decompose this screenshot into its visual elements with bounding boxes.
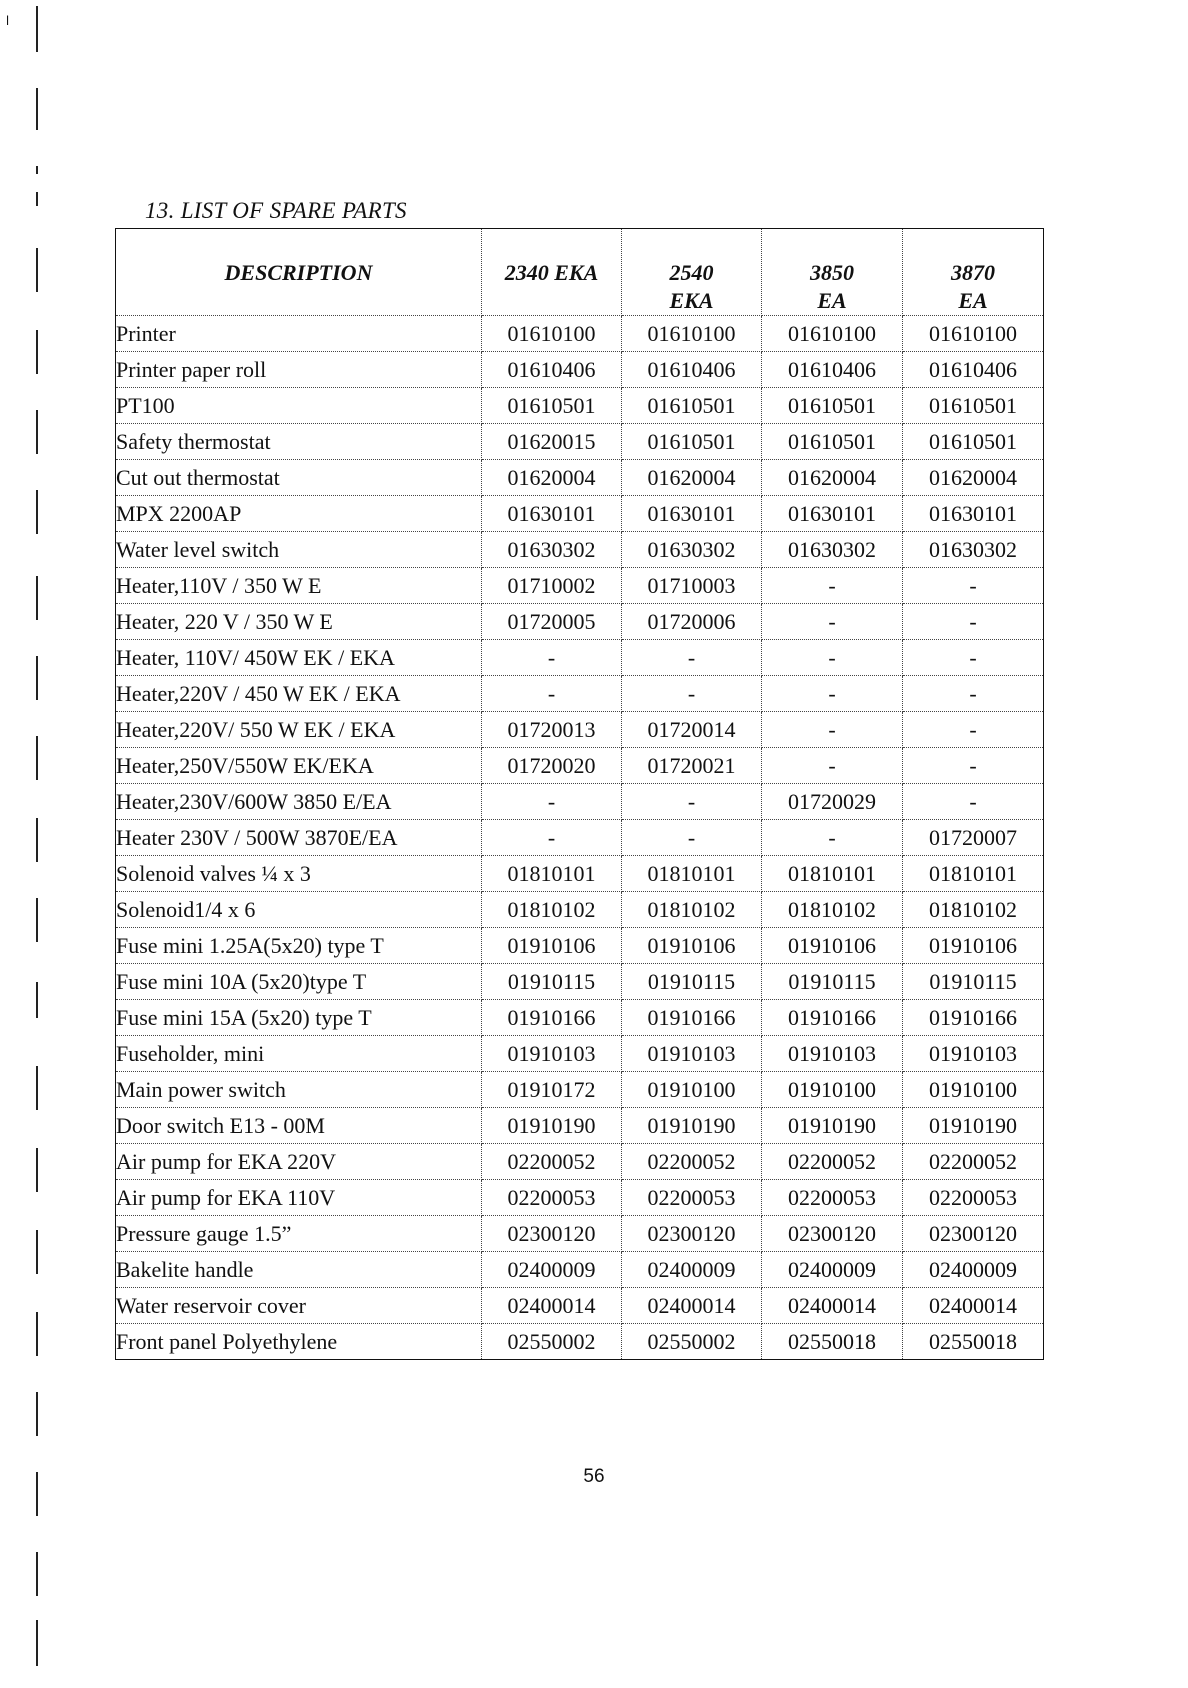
spare-parts-table	[115, 228, 1044, 1360]
cell-description: Pressure gauge 1.5”	[116, 1216, 482, 1252]
cell-part-2340-eka: -	[482, 784, 622, 820]
cell-part-2340-eka: 01610100	[482, 316, 622, 352]
table-row	[116, 1144, 1044, 1180]
cell-part-3870-ea: 01620004	[903, 460, 1044, 496]
margin-mark	[36, 1066, 38, 1110]
cell-description: Fuse mini 15A (5x20) type T	[116, 1000, 482, 1036]
cell-part-3870-ea: 02300120	[903, 1216, 1044, 1252]
cell-part-2340-eka: -	[482, 820, 622, 856]
table-row	[116, 604, 1044, 640]
cell-part-2340-eka: 01910190	[482, 1108, 622, 1144]
cell-part-2340-eka: 01620004	[482, 460, 622, 496]
table-row	[116, 316, 1044, 352]
cell-part-3870-ea: 01610100	[903, 316, 1044, 352]
margin-mark	[36, 818, 38, 862]
margin-mark	[36, 1230, 38, 1274]
cell-part-3870-ea: 01610406	[903, 352, 1044, 388]
margin-mark	[36, 248, 38, 292]
table-row	[116, 1180, 1044, 1216]
table-row	[116, 532, 1044, 568]
cell-part-2540-eka: 02200053	[622, 1180, 762, 1216]
cell-part-3850-ea: -	[762, 712, 903, 748]
cell-part-2340-eka: 01720013	[482, 712, 622, 748]
cell-part-2340-eka: 02200052	[482, 1144, 622, 1180]
margin-mark	[36, 330, 38, 374]
cell-part-2540-eka: -	[622, 676, 762, 712]
cell-part-2340-eka: 01620015	[482, 424, 622, 460]
cell-part-2340-eka: -	[482, 640, 622, 676]
cell-part-2340-eka: 01810101	[482, 856, 622, 892]
cell-part-2540-eka: 01910115	[622, 964, 762, 1000]
cell-part-2540-eka: 01910100	[622, 1072, 762, 1108]
cell-part-2340-eka: 01710002	[482, 568, 622, 604]
table-row	[116, 1288, 1044, 1324]
table-row	[116, 820, 1044, 856]
cell-part-3850-ea: 02400009	[762, 1252, 903, 1288]
cell-part-3870-ea: -	[903, 568, 1044, 604]
cell-part-2540-eka: 02300120	[622, 1216, 762, 1252]
cell-part-2540-eka: 01610501	[622, 388, 762, 424]
margin-mark	[36, 1552, 38, 1596]
cell-part-3850-ea: -	[762, 820, 903, 856]
table-row	[116, 676, 1044, 712]
cell-description: Heater, 220 V / 350 W E	[116, 604, 482, 640]
cell-description: Heater 230V / 500W 3870E/EA	[116, 820, 482, 856]
margin-mark	[36, 1620, 38, 1666]
cell-part-2540-eka: -	[622, 640, 762, 676]
table-header-row	[116, 229, 1044, 316]
cell-part-2340-eka: 01720020	[482, 748, 622, 784]
cell-part-3850-ea: 02300120	[762, 1216, 903, 1252]
margin-mark	[36, 88, 38, 130]
cell-part-2340-eka: 02400009	[482, 1252, 622, 1288]
cell-part-3870-ea: -	[903, 640, 1044, 676]
cell-part-3870-ea: -	[903, 604, 1044, 640]
margin-mark	[36, 982, 38, 1018]
cell-part-3870-ea: 01810102	[903, 892, 1044, 928]
cell-part-3850-ea: -	[762, 748, 903, 784]
cell-part-3850-ea: 01610501	[762, 388, 903, 424]
cell-description: Cut out thermostat	[116, 460, 482, 496]
cell-description: Heater,250V/550W EK/EKA	[116, 748, 482, 784]
table-row	[116, 388, 1044, 424]
table-row	[116, 424, 1044, 460]
page-number: 56	[583, 1466, 605, 1487]
cell-description: Front panel Polyethylene	[116, 1324, 482, 1360]
cell-part-3850-ea: 01610501	[762, 424, 903, 460]
cell-part-2540-eka: 01720006	[622, 604, 762, 640]
cell-part-2340-eka: 02300120	[482, 1216, 622, 1252]
cell-part-2340-eka: 01910115	[482, 964, 622, 1000]
cell-part-3850-ea: 02550018	[762, 1324, 903, 1360]
table-row	[116, 568, 1044, 604]
cell-part-3850-ea: 01630302	[762, 532, 903, 568]
margin-mark	[36, 192, 38, 206]
margin-mark	[36, 166, 38, 174]
cell-part-3870-ea: 01610501	[903, 388, 1044, 424]
cell-part-2340-eka: 01630302	[482, 532, 622, 568]
cell-description: Bakelite handle	[116, 1252, 482, 1288]
cell-part-3870-ea: 02400014	[903, 1288, 1044, 1324]
cell-part-2340-eka: 01810102	[482, 892, 622, 928]
cell-part-3850-ea: 02200053	[762, 1180, 903, 1216]
table-row	[116, 892, 1044, 928]
cell-part-2540-eka: 02200052	[622, 1144, 762, 1180]
margin-mark	[36, 1392, 38, 1436]
margin-mark	[36, 576, 38, 620]
cell-part-2540-eka: 01910166	[622, 1000, 762, 1036]
cell-part-2540-eka: 02550002	[622, 1324, 762, 1360]
table-row	[116, 496, 1044, 532]
cell-part-2540-eka: 02400009	[622, 1252, 762, 1288]
cell-part-3850-ea: 02400014	[762, 1288, 903, 1324]
header-2540-eka-line2: EKA	[669, 288, 714, 313]
cell-part-2540-eka: 01610100	[622, 316, 762, 352]
header-2540-eka	[622, 229, 762, 316]
cell-part-2540-eka: -	[622, 784, 762, 820]
cell-description: Safety thermostat	[116, 424, 482, 460]
cell-part-3870-ea: 01630101	[903, 496, 1044, 532]
cell-part-2340-eka: 01610501	[482, 388, 622, 424]
header-3850-ea-line2: EA	[817, 288, 847, 313]
cell-description: MPX 2200AP	[116, 496, 482, 532]
cell-part-3870-ea: -	[903, 748, 1044, 784]
cell-part-2540-eka: 01620004	[622, 460, 762, 496]
cell-part-2540-eka: 01630101	[622, 496, 762, 532]
cell-part-2340-eka: -	[482, 676, 622, 712]
cell-part-3850-ea: 01630101	[762, 496, 903, 532]
cell-part-2540-eka: 02400014	[622, 1288, 762, 1324]
cell-part-3850-ea: -	[762, 604, 903, 640]
cell-part-3850-ea: 01720029	[762, 784, 903, 820]
cell-part-2340-eka: 02550002	[482, 1324, 622, 1360]
cell-part-2540-eka: 01910106	[622, 928, 762, 964]
cell-part-3850-ea: 01610406	[762, 352, 903, 388]
cell-part-3870-ea: -	[903, 676, 1044, 712]
cell-description: Heater,110V / 350 W E	[116, 568, 482, 604]
cell-part-3870-ea: 01810101	[903, 856, 1044, 892]
cell-part-3850-ea: 01910103	[762, 1036, 903, 1072]
cell-part-3870-ea: 01910100	[903, 1072, 1044, 1108]
cell-part-2340-eka: 02400014	[482, 1288, 622, 1324]
cell-description: Air pump for EKA 220V	[116, 1144, 482, 1180]
cell-part-3870-ea: 01910166	[903, 1000, 1044, 1036]
cell-part-3850-ea: 01910115	[762, 964, 903, 1000]
cell-description: Printer	[116, 316, 482, 352]
margin-mark	[36, 1312, 38, 1356]
cell-part-2340-eka: 01630101	[482, 496, 622, 532]
cell-part-3870-ea: 01910106	[903, 928, 1044, 964]
cell-part-2540-eka: 01910103	[622, 1036, 762, 1072]
cell-part-3870-ea: -	[903, 712, 1044, 748]
cell-part-2540-eka: 01710003	[622, 568, 762, 604]
cell-part-3870-ea: 02200053	[903, 1180, 1044, 1216]
cell-part-2540-eka: 01810102	[622, 892, 762, 928]
cell-part-3850-ea: -	[762, 568, 903, 604]
header-2540-eka-line1: 2540	[669, 260, 714, 285]
margin-mark	[36, 1148, 38, 1192]
cell-part-3850-ea: 01910106	[762, 928, 903, 964]
table-row	[116, 1000, 1044, 1036]
cell-part-3870-ea: 01720007	[903, 820, 1044, 856]
header-3870-ea	[903, 229, 1044, 316]
cell-part-3850-ea: -	[762, 676, 903, 712]
table-row	[116, 640, 1044, 676]
cell-description: Fuse mini 10A (5x20)type T	[116, 964, 482, 1000]
cell-description: Door switch E13 - 00M	[116, 1108, 482, 1144]
cell-part-2540-eka: 01630302	[622, 532, 762, 568]
cell-description: Heater,220V/ 550 W EK / EKA	[116, 712, 482, 748]
cell-part-2540-eka: 01720014	[622, 712, 762, 748]
cell-part-3850-ea: 01910166	[762, 1000, 903, 1036]
table-row	[116, 1216, 1044, 1252]
cell-description: Solenoid valves ¼ x 3	[116, 856, 482, 892]
cell-part-3870-ea: 01630302	[903, 532, 1044, 568]
margin-mark	[36, 898, 38, 942]
table-row	[116, 748, 1044, 784]
cell-description: Heater,220V / 450 W EK / EKA	[116, 676, 482, 712]
cell-part-3850-ea: 01610100	[762, 316, 903, 352]
table-row	[116, 1252, 1044, 1288]
margin-tick: ǀ	[6, 14, 10, 29]
cell-part-2340-eka: 01910166	[482, 1000, 622, 1036]
table-row	[116, 712, 1044, 748]
cell-part-2540-eka: -	[622, 820, 762, 856]
cell-description: Water reservoir cover	[116, 1288, 482, 1324]
cell-part-3850-ea: 01810102	[762, 892, 903, 928]
cell-description: Heater, 110V/ 450W EK / EKA	[116, 640, 482, 676]
margin-mark	[36, 490, 38, 534]
cell-part-3850-ea: 01910100	[762, 1072, 903, 1108]
table-row	[116, 352, 1044, 388]
cell-description: Heater,230V/600W 3850 E/EA	[116, 784, 482, 820]
cell-description: Air pump for EKA 110V	[116, 1180, 482, 1216]
cell-part-2540-eka: 01610406	[622, 352, 762, 388]
cell-part-3870-ea: 01910190	[903, 1108, 1044, 1144]
header-3850-ea	[762, 229, 903, 316]
cell-part-3870-ea: 01910103	[903, 1036, 1044, 1072]
table-row	[116, 964, 1044, 1000]
cell-part-3850-ea: -	[762, 640, 903, 676]
margin-mark	[36, 6, 38, 52]
header-3870-ea-line2: EA	[958, 288, 988, 313]
cell-part-3870-ea: 02550018	[903, 1324, 1044, 1360]
cell-description: Printer paper roll	[116, 352, 482, 388]
cell-description: Main power switch	[116, 1072, 482, 1108]
table-row	[116, 1036, 1044, 1072]
header-3850-ea-line1: 3850	[810, 260, 854, 285]
table-row	[116, 1108, 1044, 1144]
cell-description: Fuse mini 1.25A(5x20) type T	[116, 928, 482, 964]
table-row	[116, 1324, 1044, 1360]
cell-part-2340-eka: 02200053	[482, 1180, 622, 1216]
cell-part-3850-ea: 01910190	[762, 1108, 903, 1144]
cell-part-2540-eka: 01910190	[622, 1108, 762, 1144]
margin-mark	[36, 656, 38, 700]
table-row	[116, 928, 1044, 964]
cell-part-3870-ea: -	[903, 784, 1044, 820]
table-body	[116, 316, 1044, 1360]
header-2340-eka: 2340 EKA	[482, 229, 622, 316]
cell-part-2540-eka: 01610501	[622, 424, 762, 460]
cell-description: Fuseholder, mini	[116, 1036, 482, 1072]
table-row	[116, 856, 1044, 892]
header-3870-ea-line1: 3870	[951, 260, 995, 285]
table-row	[116, 460, 1044, 496]
cell-part-3870-ea: 02400009	[903, 1252, 1044, 1288]
margin-mark	[36, 736, 38, 780]
cell-part-2540-eka: 01720021	[622, 748, 762, 784]
cell-part-2340-eka: 01910106	[482, 928, 622, 964]
margin-mark	[36, 410, 38, 454]
cell-description: Water level switch	[116, 532, 482, 568]
header-description: DESCRIPTION	[116, 229, 482, 316]
cell-part-2540-eka: 01810101	[622, 856, 762, 892]
table-row	[116, 784, 1044, 820]
cell-part-3870-ea: 02200052	[903, 1144, 1044, 1180]
cell-part-2340-eka: 01910172	[482, 1072, 622, 1108]
cell-part-2340-eka: 01610406	[482, 352, 622, 388]
cell-part-3870-ea: 01910115	[903, 964, 1044, 1000]
section-title: 13. LIST OF SPARE PARTS	[145, 198, 407, 223]
cell-part-2340-eka: 01910103	[482, 1036, 622, 1072]
cell-part-3870-ea: 01610501	[903, 424, 1044, 460]
cell-part-3850-ea: 01810101	[762, 856, 903, 892]
cell-part-2340-eka: 01720005	[482, 604, 622, 640]
table-row	[116, 1072, 1044, 1108]
cell-description: PT100	[116, 388, 482, 424]
cell-description: Solenoid1/4 x 6	[116, 892, 482, 928]
cell-part-3850-ea: 01620004	[762, 460, 903, 496]
cell-part-3850-ea: 02200052	[762, 1144, 903, 1180]
